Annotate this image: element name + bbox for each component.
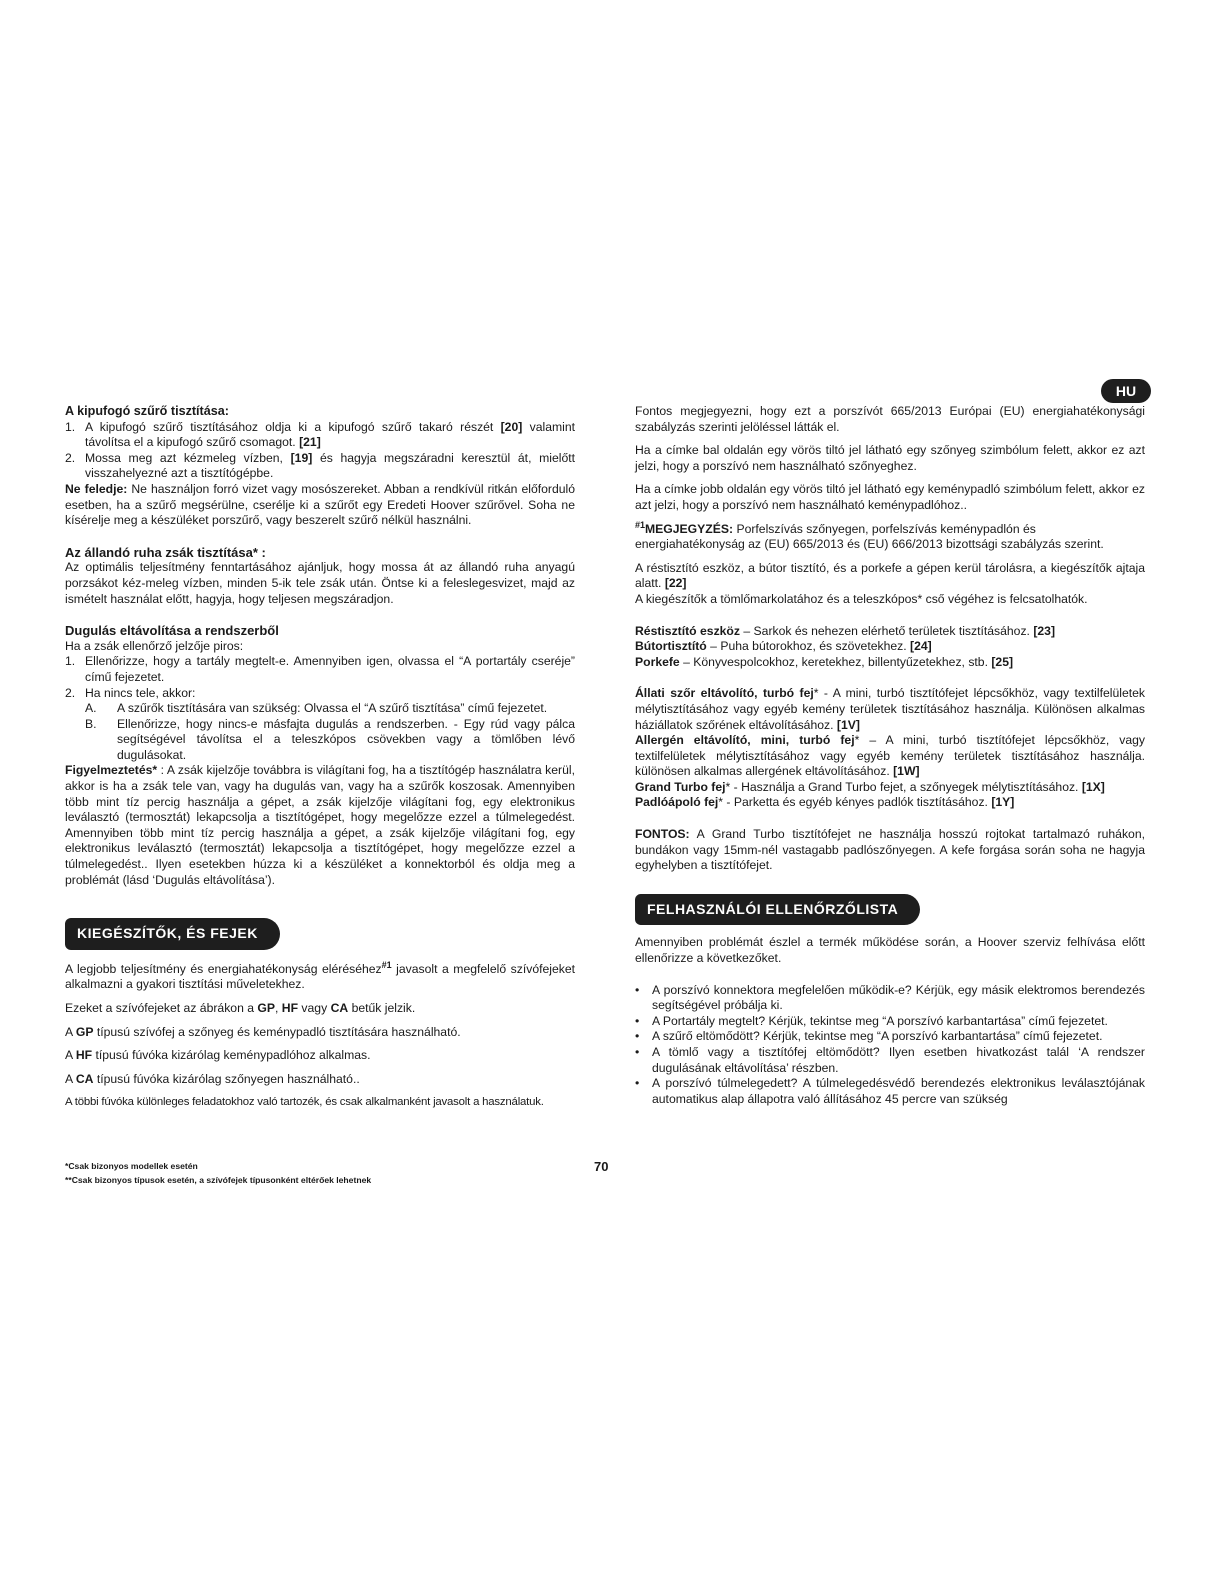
section-title-cloth-bag: Az állandó ruha zsák tisztítása* :	[65, 544, 266, 560]
list-item: Bútortisztító – Puha bútorokhoz, és szövetekhez. [24]	[635, 639, 932, 654]
list-item: Állati szőr eltávolító, turbó fej* - A mini, turbó tisztítófejet lépcsőkhöz, vagy textilfelületek mélytisztításához vagy egyéb kemény területek tisztításához használja. Különösen alkalmas háziállatok szőrének eltávolításához. [1V]	[635, 686, 1145, 732]
list-item: 1. A kipufogó szűrő tisztításához oldja ki a kipufogó szűrő takaró részét [20] valamint távolítsa el a kipufogó szűrő csomagot. [21]	[65, 419, 575, 450]
list-item: Grand Turbo fej* - Használja a Grand Turbo fejet, a szőnyegek mélytisztításához. [1X]	[635, 779, 1105, 794]
list-item: A. A szűrők tisztítására van szükség: Olvassa el “A szűrő tisztítása” című fejezetet.	[85, 701, 548, 716]
storage-paragraph: A réstisztító eszköz, a bútor tisztító, és a porkefe a gépen kerül tárolásra, a kiegészítők ajtaja alatt. [22]	[635, 560, 1145, 591]
note-paragraph: Ne feledje: Ne használjon forró vizet vagy mosószereket. Abban a rendkívül ritkán előforduló esetben, ha a szűrő megsérülne, cserélje ki a szűrőt egy Eredeti Hoover szűrővel. Soha ne kísérelje meg a készüléket porszűrő, vagy beszerelt szűrő nélkül használni.	[65, 481, 575, 528]
section-title-exhaust-filter: A kipufogó szűrő tisztítása:	[65, 404, 229, 418]
accessories-intro: A legjobb teljesítmény és energiahatékonyság eléréséhez$^{\#1}$ javasolt a megfelelő szívófejeket alkalmazni a gyakori tisztítási műveletekhez.	[65, 959, 576, 992]
exhaust-filter-steps	[65, 420, 575, 482]
footnote-models: *Csak bizonyos modellek esetén	[65, 1161, 198, 1171]
hardfloor-symbol-paragraph: Ha a címke jobb oldalán egy vörös tiltó jel látható egy keménypadló szimbólum felett, akkor ez azt jelzi, hogy a porszívó nem használható keménypadlóhoz..	[635, 482, 1145, 512]
blockage-substeps	[65, 701, 575, 763]
warning-paragraph: Figyelmeztetés* : A zsák kijelzője továbbra is világítani fog, ha a tisztítógép használatra kerül, akkor is ha a zsák tele van, vagy ha dugulás van, vagy ha a szűrők koszosak. Amennyiben több mint tíz percig használja a gépet, a zsák kijelzője világítani fog, egy elektronikus leválasztó (termosztát) lekapcsolja a tisztítógépet, hogy megelőzze ezzel a túlmelegedést. Amennyiben több mint tíz percig használja a gépet, a zsák kijelzője világítani fog, egy elektronikus leválasztó (termosztát) lekapcsolja a tisztítógépet, hogy megelőzze ezzel a túlmelegedést.. Ilyen esetekben húzza ki a készüléket a konnektorból és oldja meg a problémát (lásd ‘Dugulás eltávolítása’).	[65, 763, 575, 887]
list-item: 2. Ha nincs tele, akkor:	[65, 685, 196, 700]
left-column	[65, 404, 575, 1111]
checklist-intro: Amennyiben problémát észlel a termék működése során, a Hoover szerviz felhívása előtt ellenőrizze a következőket.	[635, 935, 1145, 966]
carpet-symbol-paragraph: Ha a címke bal oldalán egy vörös tiltó jel látható egy szőnyeg szimbólum felett, akkor ez azt jelzi, hogy a porszívó nem használható szőnyeghez.	[635, 443, 1145, 473]
right-column	[635, 404, 1145, 1107]
important-paragraph: FONTOS: A Grand Turbo tisztítófejet ne használja hosszú rojtokat tartalmazó ruhákon, bundákon vagy 15mm-nél vastagabb padlószőnyegen. A kefe forgása során soha ne hagyja egyhelyben a tisztítófejet.	[635, 827, 1145, 873]
accessories-heading: KIEGÉSZÍTŐK, ÉS FEJEK	[65, 918, 280, 950]
list-item: Allergén eltávolító, mini, turbó fej* – A mini, turbó tisztítófejet lépcsőkhöz, vagy textilfelületek mélytisztításához vagy egyéb kemény területek tisztításához használja. különösen alkalmas allergének eltávolításához. [1W]	[635, 733, 1146, 779]
list-item: • A Portartály megtelt? Kérjük, tekintse meg “A porszívó karbantartása” című fejezetet.	[635, 1013, 1108, 1028]
accessories-gp: A GP típusú szívófej a szőnyeg és keménypadló tisztítására használható.	[65, 1024, 461, 1039]
note-energy-paragraph: $^{\#1}$MEGJEGYZÉS: Porfelszívás szőnyegen, porfelszívás keménypadlón és energiahatékonyság az (EU) 665/2013 és (EU) 666/2013 bizottsági szabályzás szerint.	[635, 519, 1104, 552]
tools-list	[635, 624, 1145, 671]
list-item: Padlóápoló fej* - Parketta és egyéb kényes padlók tisztításához. [1Y]	[635, 795, 1015, 810]
list-item: • A szűrő eltömődött? Kérjük, tekintse meg “A porszívó karbantartása” című fejezetet.	[635, 1029, 1103, 1044]
accessories-ca: A CA típusú fúvóka kizárólag szőnyegen használható..	[65, 1071, 360, 1086]
heads-list	[635, 686, 1145, 811]
page-number: 70	[594, 1159, 609, 1174]
list-item: • A porszívó konnektora megfelelően működik-e? Kérjük, egy másik elektromos berendezés segítségével próbálja ki.	[635, 982, 1145, 1013]
attach-paragraph: A kiegészítők a tömlőmarkolatához és a teleszkópos* cső végéhez is felcsatolhatók.	[635, 591, 1088, 606]
list-item: Réstisztító eszköz – Sarkok és nehezen elérhető területek tisztításához. [23]	[635, 623, 1056, 638]
language-badge: HU	[1101, 379, 1151, 403]
list-item: B. Ellenőrizze, hogy nincs-e másfajta dugulás a rendszerben. - Egy rúd vagy pálca segítségével távolítsa el a teleszkópos csövekben vagy a tömlőben lévő dugulásokat.	[85, 716, 575, 762]
footnote-types: **Csak bizonyos típusok esetén, a szívófejek típusonként eltérőek lehetnek	[65, 1175, 372, 1185]
section-title-blockage: Dugulás eltávolítása a rendszerből	[65, 623, 279, 639]
cloth-bag-paragraph: Az optimális teljesítmény fenntartásához ajánljuk, hogy mossa át az állandó ruha anyagú porzsákot kéz-meleg vízben, minden 5-ik tele zsák után. Öntse ki a feleslegesvizet, majd az ismételt használat előtt, hagyja, hogy teljesen megszáradjon.	[65, 560, 575, 606]
blockage-steps	[65, 654, 575, 701]
accessories-hf: A HF típusú fúvóka kizárólag keménypadlóhoz alkalmas.	[65, 1048, 371, 1063]
checklist-heading: FELHASZNÁLÓI ELLENŐRZŐLISTA	[635, 894, 920, 926]
energy-label-paragraph: Fontos megjegyezni, hogy ezt a porszívót 665/2013 Európai (EU) energiahatékonysági szabályzás szerinti jelöléssel látták el.	[635, 404, 1145, 434]
list-item: Porkefe – Könyvespolcokhoz, keretekhez, billentyűzetekhez, stb. [25]	[635, 654, 1014, 669]
list-item: • A porszívó túlmelegedett? A túlmelegedésvédő berendezés elektronikus leválasztójának automatikus alap állapotra való állításához 45 percre van szükség	[635, 1076, 1145, 1106]
blockage-intro: Ha a zsák ellenőrző jelzője piros:	[65, 638, 244, 653]
list-item: 2. Mossa meg azt kézmeleg vízben, [19] és hagyja megszáradni keresztül át, mielőtt visszahelyezné azt a tisztítógépbe.	[65, 450, 576, 481]
list-item: • A tömlő vagy a tisztítófej eltömődött? Ilyen esetben hivatkozást talál ‘A rendszer dugulásának eltávolítása’ részben.	[635, 1045, 1145, 1075]
accessories-codes: Ezeket a szívófejeket az ábrákon a GP, HF vagy CA betűk jelzik.	[65, 1001, 416, 1015]
checklist-items	[635, 983, 1145, 1108]
list-item: 1. Ellenőrizze, hogy a tartály megtelt-e. Amennyiben igen, olvassa el “A portartály cseréje” című fejezetet.	[65, 654, 575, 684]
accessories-other: A többi fúvóka különleges feladatokhoz való tartozék, és csak alkalmanként javasolt a használatuk.	[65, 1096, 544, 1109]
